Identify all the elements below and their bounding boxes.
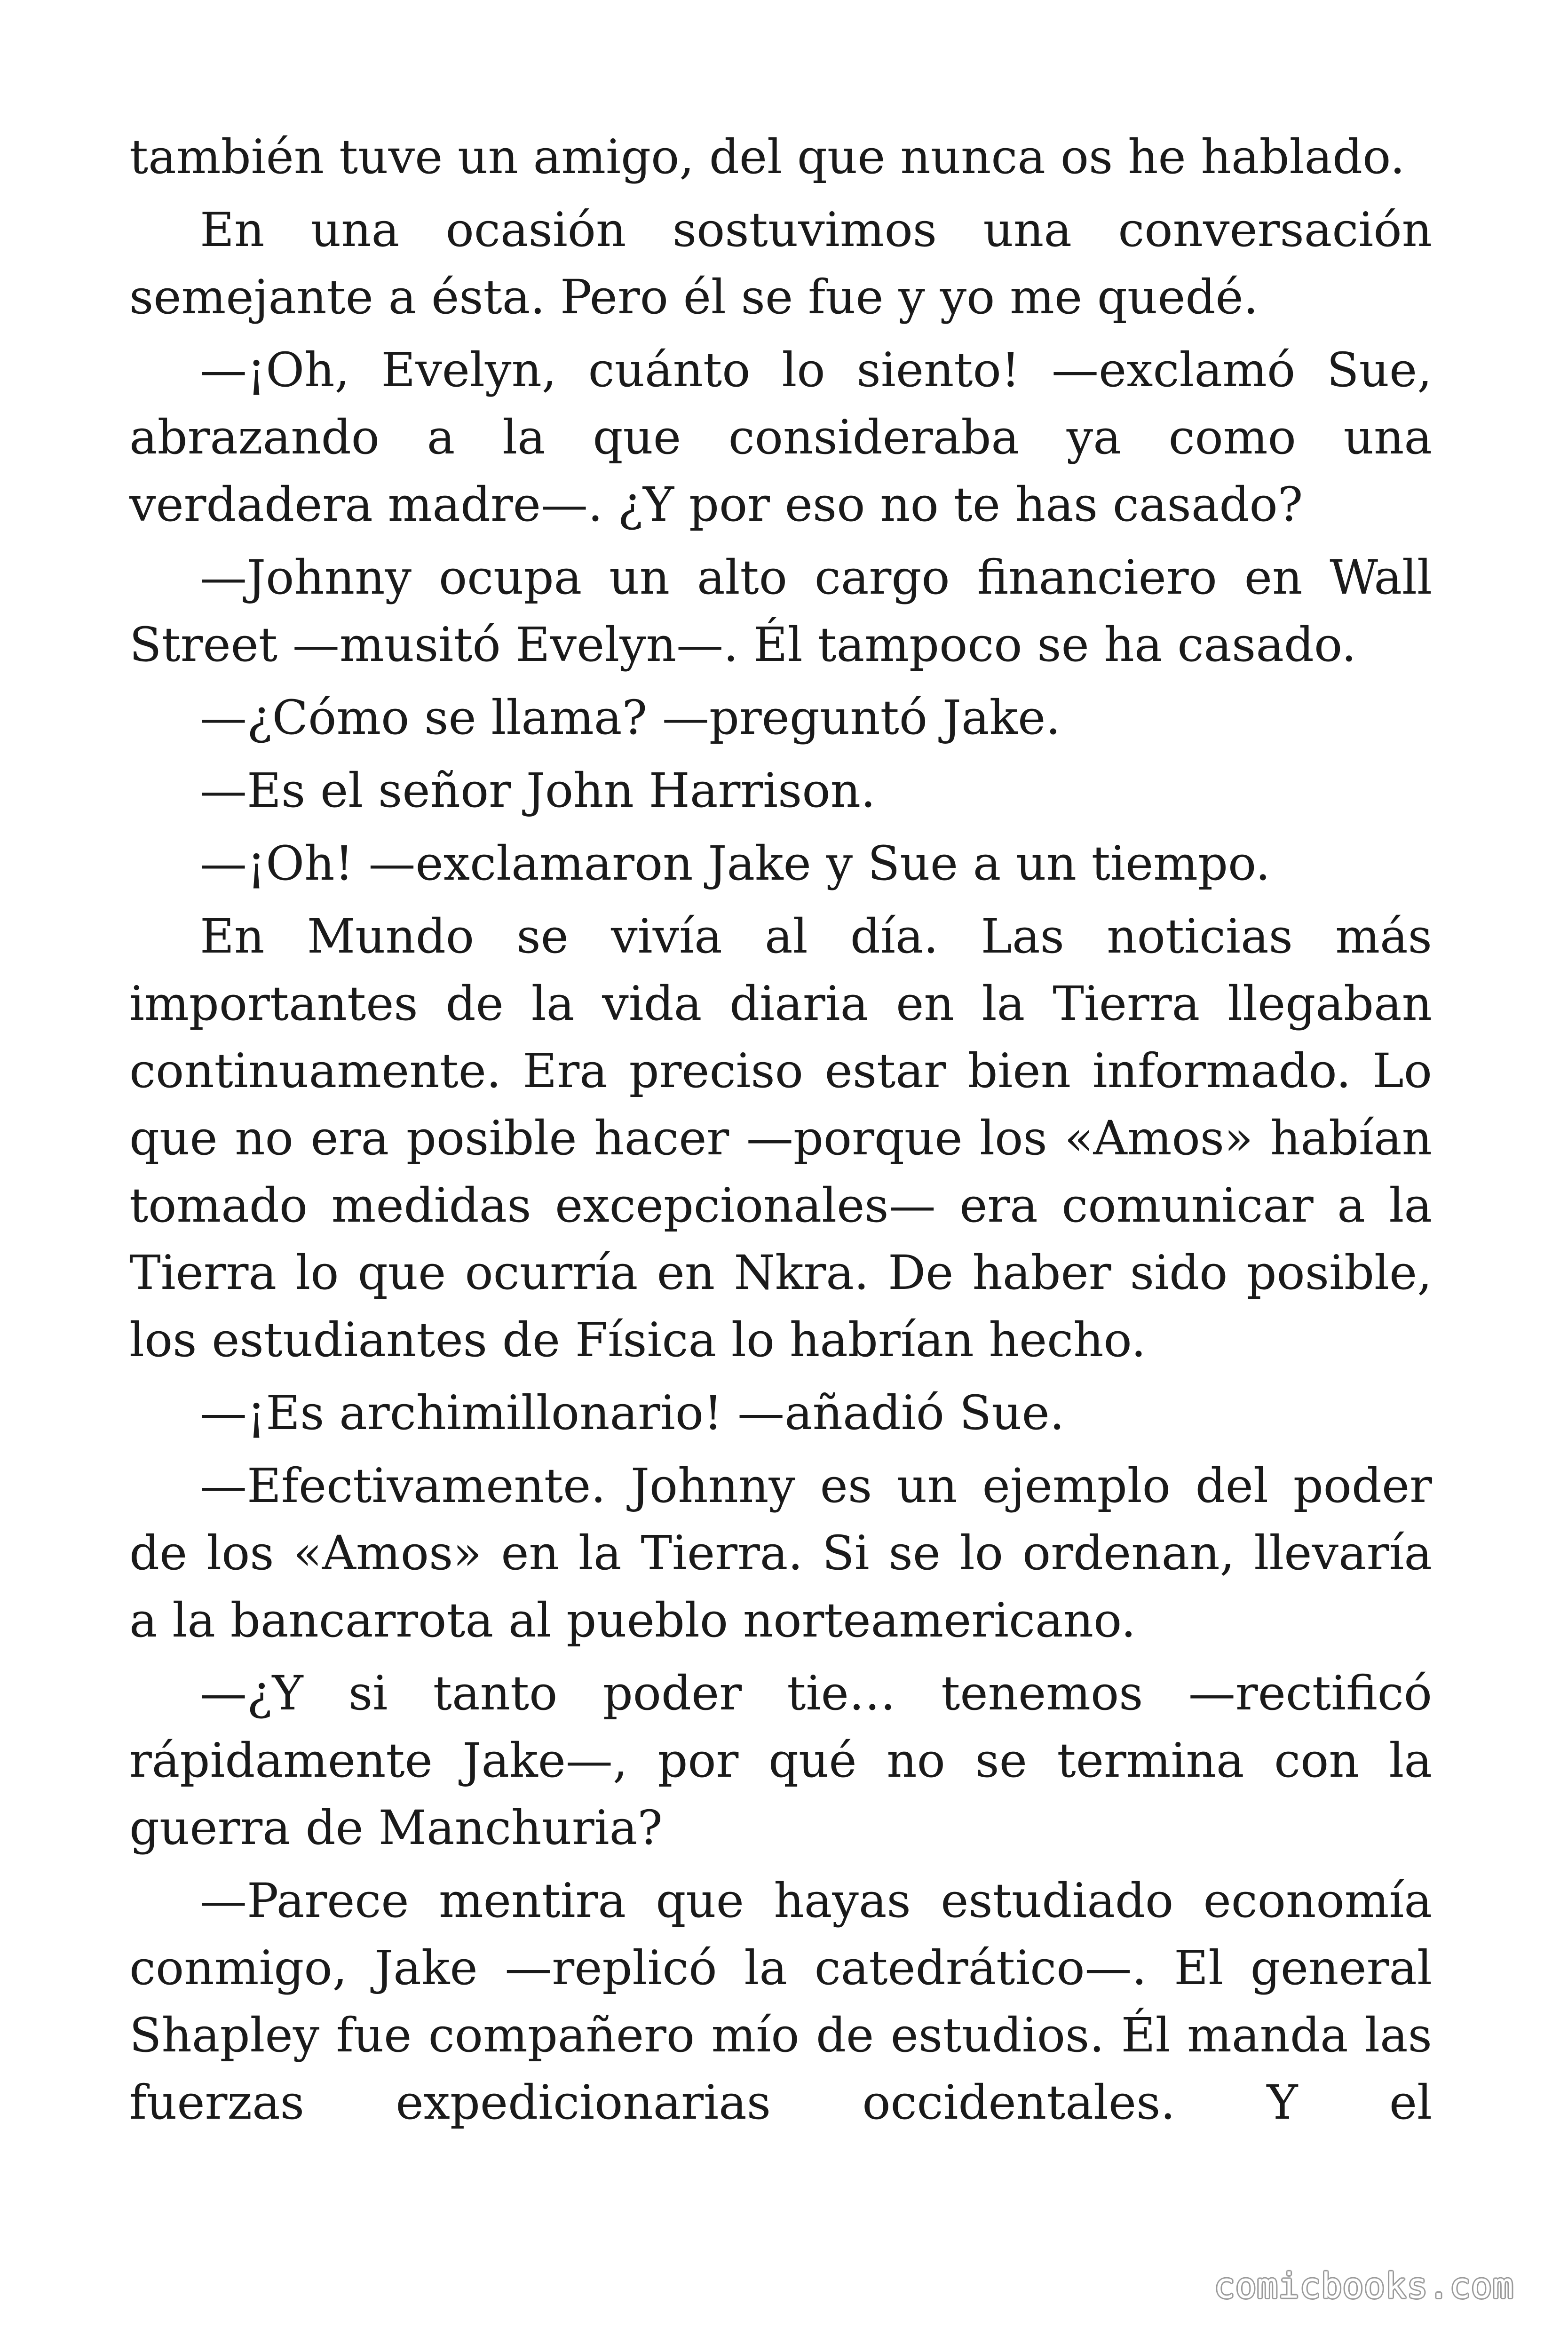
- paragraph-8: En Mundo se vivía al día. Las noticias más importantes de la vida diaria en la Tierra llegaban continuamente. Era preciso estar bien informado. Lo que no era posible hacer —porque los «Amos» habían tomado medidas excepcionales— era comunicar a la Tierra lo que ocurría en Nkra. De haber sido posible, los estudiantes de Física lo habrían hecho.: [129, 909, 1432, 1367]
- paragraph-10: —Efectivamente. Johnny es un ejemplo del poder de los «Amos» en la Tierra. Si se lo ordenan, llevaría a la bancarrota al pueblo norteamericano.: [129, 1458, 1432, 1648]
- watermark: comicbooks.com: [1214, 2266, 1514, 2306]
- paragraph-12: —Parece mentira que hayas estudiado economía conmigo, Jake —replicó la catedrático—. El general Shapley fue compañero mío de estudios. Él manda las fuerzas expedicionarias occidentales. Y el: [129, 1873, 1432, 2130]
- paragraph-9: —¡Es archimillonario! —añadió Sue.: [200, 1385, 1065, 1440]
- paragraph-11: —¿Y si tanto poder tie… tenemos —rectificó rápidamente Jake—, por qué no se termina con la guerra de Manchuria?: [129, 1666, 1432, 1855]
- paragraph-6: —Es el señor John Harrison.: [200, 763, 876, 818]
- paragraph-5: —¿Cómo se llama? —preguntó Jake.: [200, 690, 1061, 745]
- paragraph-1: también tuve un amigo, del que nunca os he hablado.: [129, 129, 1405, 184]
- paragraph-3: —¡Oh, Evelyn, cuánto lo siento! —exclamó Sue, abrazando a la que consideraba ya como una verdadera madre—. ¿Y por eso no te has casado?: [129, 342, 1432, 532]
- paragraph-4: —Johnny ocupa un alto cargo financiero en Wall Street —musitó Evelyn—. Él tampoco se ha casado.: [129, 550, 1432, 672]
- paragraph-2: En una ocasión sostuvimos una conversación semejante a ésta. Pero él se fue y yo me quedé.: [129, 202, 1432, 325]
- paragraph-7: —¡Oh! —exclamaron Jake y Sue a un tiempo.: [200, 836, 1271, 891]
- book-page: [129, 123, 1432, 2142]
